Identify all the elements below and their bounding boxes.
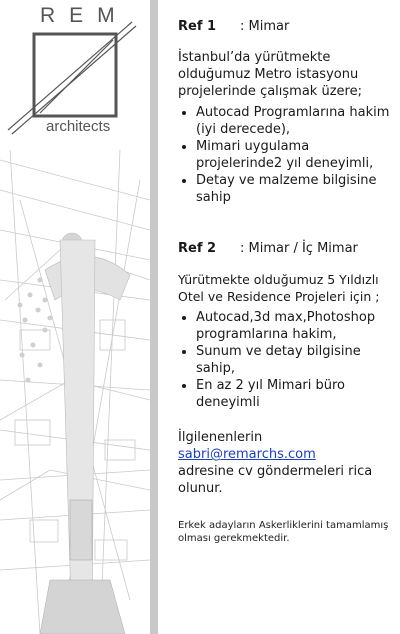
ref2-intro: Yürütmekte olduğumuz 5 Yıldızlı Otel ve Residence Projeleri için ; xyxy=(178,272,380,304)
ref1-requirements xyxy=(178,104,394,206)
ref1-label: Ref 1 xyxy=(178,19,217,34)
logo-subtitle: architects xyxy=(46,118,111,135)
list-item: • Autocad,3d max,Photoshop programlarına hakim, xyxy=(196,309,394,343)
ref1-heading xyxy=(178,18,394,35)
ref2-title: : Mimar / İç Mimar xyxy=(240,241,358,256)
footnote: Erkek adayların Askerliklerini tamamlamış olması gerekmektedir. xyxy=(178,520,389,544)
left-panel xyxy=(0,0,150,634)
list-item: • Autocad Programlarına hakim (iyi derecede), xyxy=(196,104,394,138)
divider-bar xyxy=(150,0,158,634)
ref2-requirements xyxy=(178,309,394,411)
ref1-intro: İstanbul’da yürütmekte olduğumuz Metro istasyonu projelerinde çalışmak üzere; xyxy=(178,50,362,99)
contact-tail: adresine cv göndermeleri rica olunur. xyxy=(178,464,373,496)
ref2-label: Ref 2 xyxy=(178,241,217,256)
company-logo xyxy=(0,0,150,150)
ref2-heading xyxy=(178,240,394,257)
list-item: • En az 2 yıl Mimari büro deneyimli xyxy=(196,377,394,411)
list-item: • Mimari uygulama projelerinde2 yıl deneyimli, xyxy=(196,138,394,172)
logo-letters: REM xyxy=(40,4,129,27)
job-posting xyxy=(178,18,394,545)
email-link[interactable]: sabri@remarchs.com xyxy=(178,447,316,462)
ref1-title: : Mimar xyxy=(240,19,290,34)
list-item: • Sunum ve detay bilgisine sahip, xyxy=(196,343,394,377)
contact-lead: İlgilenenlerin xyxy=(178,430,263,445)
list-item: • Detay ve malzeme bilgisine sahip xyxy=(196,172,394,206)
contact-block xyxy=(178,429,394,497)
